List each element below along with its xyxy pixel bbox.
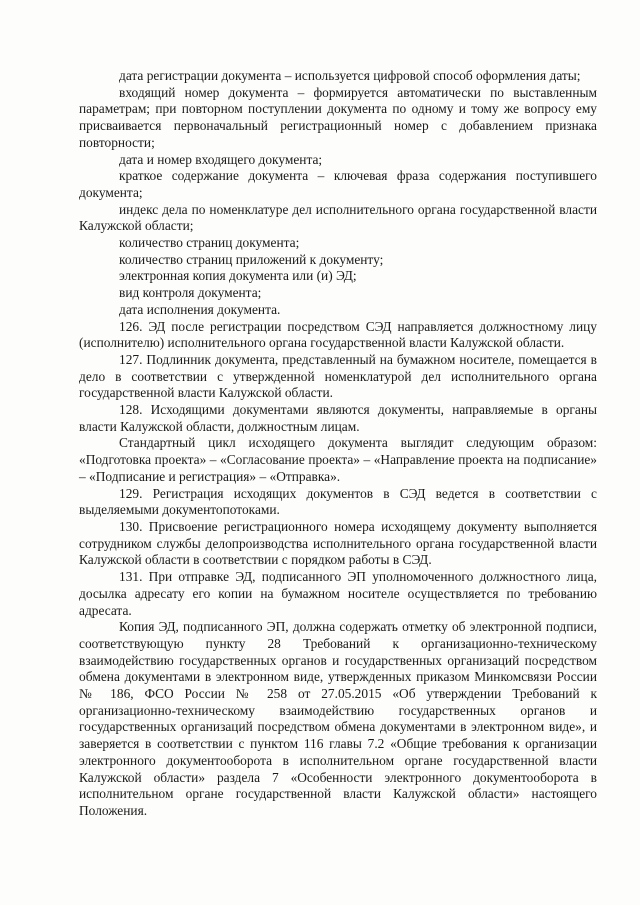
paragraph-126: 126. ЭД после регистрации посредством СЭД направляется должностному лицу (исполнителю) исполнительного органа государственной власти Калужской области. — [79, 318, 597, 351]
paragraph: дата исполнения документа. — [119, 301, 281, 317]
paragraph: дата регистрации документа – используется цифровой способ оформления даты; — [119, 68, 581, 83]
paragraph-127: 127. Подлинник документа, представленный на бумажном носителе, помещается в дело в соответствии с утвержденной номенклатурой дел исполнительного органа государственной власти Калужской области. — [79, 351, 597, 401]
paragraph-128: 128. Исходящими документами являются документы, направляемые в органы власти Калужской области, должностным лицам. — [79, 402, 597, 434]
paragraph: количество страниц приложений к документу; — [119, 251, 384, 267]
paragraph: количество страниц документа; — [119, 235, 300, 251]
paragraph: краткое содержание документа – ключевая фраза содержания поступившего документа; — [79, 168, 597, 200]
paragraph: электронная копия документа или (и) ЭД; — [119, 268, 357, 284]
paragraph: Стандартный цикл исходящего документа выглядит следующим образом: «Подготовка проекта» – «Согласование проекта» – «Направление проекта на подписание» – «Подписание и регистрация» – «Отправка». — [79, 435, 597, 484]
paragraph-130: 130. Присвоение регистрационного номера исходящему документу выполняется сотрудником службы делопроизводства исполнительного органа государственной власти Калужской области в соответствии с порядком работы в СЭД. — [79, 518, 597, 568]
paragraph: входящий номер документа – формируется автоматически по выставленным параметрам; при повторном поступлении документа по одному и тому же вопросу ему присваивается первоначальный регистрационный номер с добавлением признака повторности; — [79, 84, 597, 150]
document-body — [79, 68, 597, 820]
paragraph-131: 131. При отправке ЭД, подписанного ЭП уполномоченного должностного лица, досылка адресату его копии на бумажном носителе осуществляется по требованию адресата. — [79, 569, 597, 618]
paragraph: индекс дела по номенклатуре дел исполнительного органа государственной власти Калужской области; — [79, 201, 597, 234]
paragraph: Копия ЭД, подписанного ЭП, должна содержать отметку об электронной подписи, соответствующую пункту 28 Требований к организационно-техническому взаимодействию государственных органов и государственных организаций посредством обмена документами в электронном виде, утвержденных приказом Минкомсвязи России № 186, ФСО России № 258 от 27.05.2015 «Об утверждении Требований к организационно-техническому взаимодействию государственных органов и государственных организаций посредством обмена документами в электронном виде», и заверяется в соответствии с пунктом 116 главы 7.2 «Общие требования к организации электронного документооборота в исполнительном органе государственной власти Калужской области» раздела 7 «Особенности электронного документооборота в исполнительном органе государственной власти Калужской области» настоящего Положения. — [79, 619, 597, 818]
paragraph-129: 129. Регистрация исходящих документов в СЭД ведется в соответствии с выделяемыми документопотоками. — [79, 485, 597, 518]
paragraph: дата и номер входящего документа; — [119, 151, 323, 167]
paragraph: вид контроля документа; — [119, 285, 262, 301]
